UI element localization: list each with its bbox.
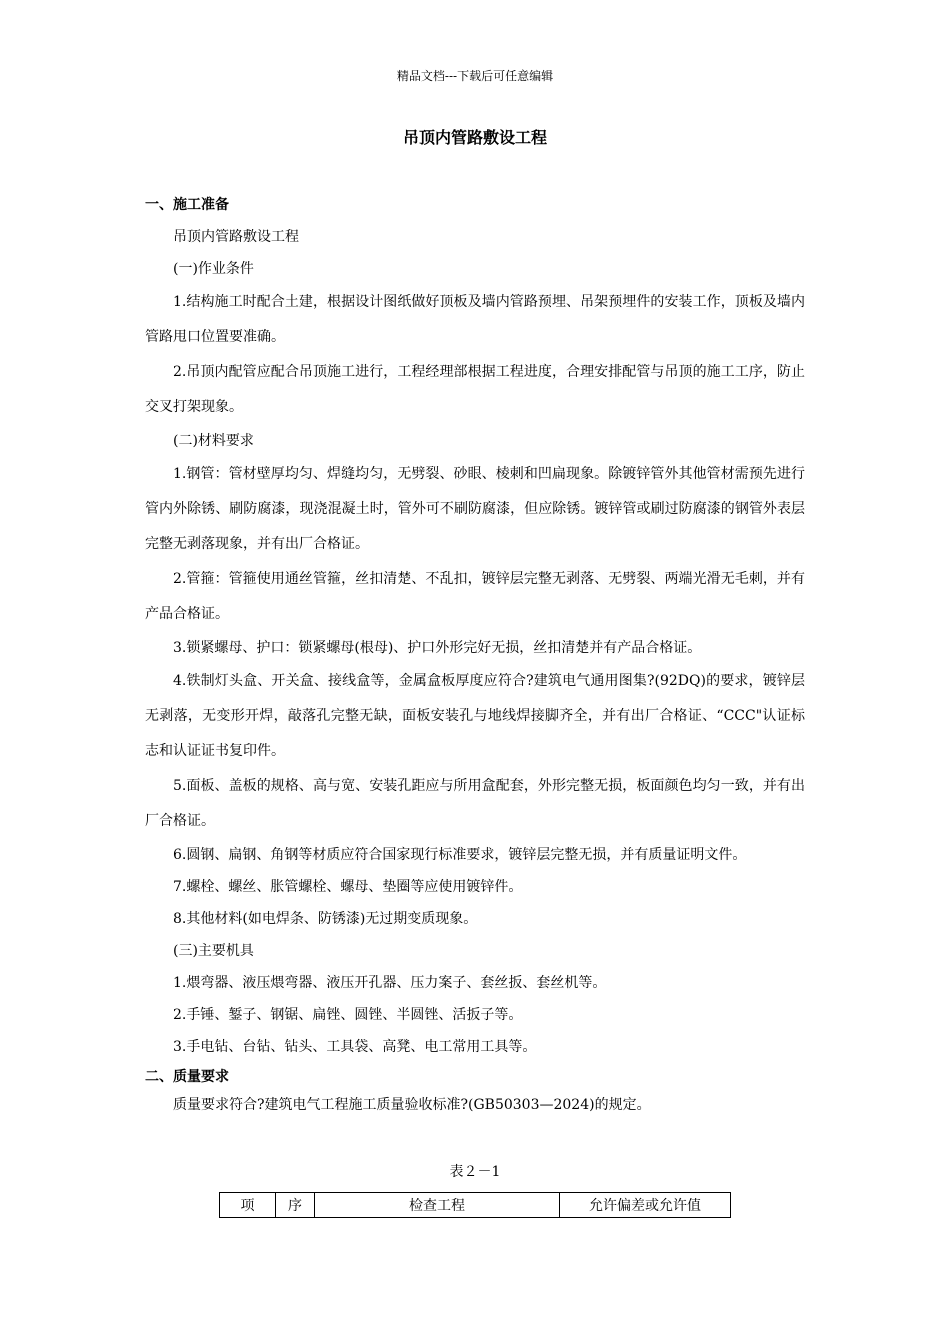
paragraph: 2.管箍：管箍使用通丝管箍，丝扣清楚、不乱扣，镀锌层完整无剥落、无劈裂、两端光滑无毛刺，并有产品合格证。: [145, 571, 805, 622]
paragraph: 吊顶内管路敷设工程: [173, 229, 299, 245]
paragraph: 5.面板、盖板的规格、高与宽、安装孔距应与所用盒配套，外形完整无损，板面颜色均匀一致，并有出厂合格证。: [145, 778, 805, 829]
subheading-main-tools: (三)主要机具: [173, 943, 254, 959]
page-header: 精品文档---下载后可任意编辑: [396, 69, 554, 83]
document-title: 吊顶内管路敷设工程: [402, 128, 547, 147]
document-body: [145, 195, 805, 1121]
paragraph: 6.圆钢、扁钢、角钢等材质应符合国家现行标准要求，镀锌层完整无损，并有质量证明文件。: [173, 847, 747, 863]
subheading-work-conditions: (一)作业条件: [173, 261, 254, 277]
table-header-cell: 检查工程: [315, 1193, 560, 1218]
paragraph: 3.锁紧螺母、护口：锁紧螺母(根母)、护口外形完好无损，丝扣清楚并有产品合格证。: [173, 640, 702, 656]
paragraph: 4.铁制灯头盒、开关盒、接线盒等，金属盒板厚度应符合?建筑电气通用图集?(92DQ)的要求，镀锌层无剥落，无变形开焊，敲落孔完整无缺，面板安装孔与地线焊接脚齐全，并有出厂合格证、“CCC"认证标志和认证证书复印件。: [145, 673, 805, 759]
inspection-table: [219, 1192, 731, 1218]
table-caption: 表２－1: [449, 1164, 501, 1180]
subheading-materials: (二)材料要求: [173, 433, 254, 449]
paragraph: 3.手电钻、台钻、钻头、工具袋、高凳、电工常用工具等。: [173, 1039, 537, 1055]
paragraph: 7.螺栓、螺丝、胀管螺栓、螺母、垫圈等应使用镀锌件。: [173, 879, 523, 895]
paragraph: 质量要求符合?建筑电气工程施工质量验收标准?(GB50303—2024)的规定。: [173, 1097, 651, 1113]
paragraph: 1.煨弯器、液压煨弯器、液压开孔器、压力案子、套丝扳、套丝机等。: [173, 975, 607, 991]
paragraph: 2.吊顶内配管应配合吊顶施工进行，工程经理部根据工程进度，合理安排配管与吊顶的施工工序，防止交叉打架现象。: [145, 364, 805, 415]
paragraph: 1.钢管：管材壁厚均匀、焊缝均匀，无劈裂、砂眼、棱刺和凹扁现象。除镀锌管外其他管材需预先进行管内外除锈、刷防腐漆，现浇混凝土时，管外可不刷防腐漆，但应除锈。镀锌管或刷过防腐漆的钢管外表层完整无剥落现象，并有出厂合格证。: [145, 466, 805, 552]
table-header-cell: 允许偏差或允许值: [560, 1193, 731, 1218]
paragraph: 1.结构施工时配合土建，根据设计图纸做好顶板及墙内管路预埋、吊架预埋件的安装工作，顶板及墙内管路甩口位置要准确。: [145, 294, 805, 345]
paragraph: 2.手锤、錾子、钢锯、扁锉、圆锉、半圆锉、活扳子等。: [173, 1007, 523, 1023]
table-header-cell: 项: [220, 1193, 276, 1218]
table-header-cell: 序: [276, 1193, 315, 1218]
section-heading-preparation: 一、施工准备: [145, 197, 229, 213]
table-header-row: [220, 1193, 731, 1218]
paragraph: 8.其他材料(如电焊条、防锈漆)无过期变质现象。: [173, 911, 478, 927]
section-heading-quality: 二、质量要求: [145, 1069, 229, 1085]
